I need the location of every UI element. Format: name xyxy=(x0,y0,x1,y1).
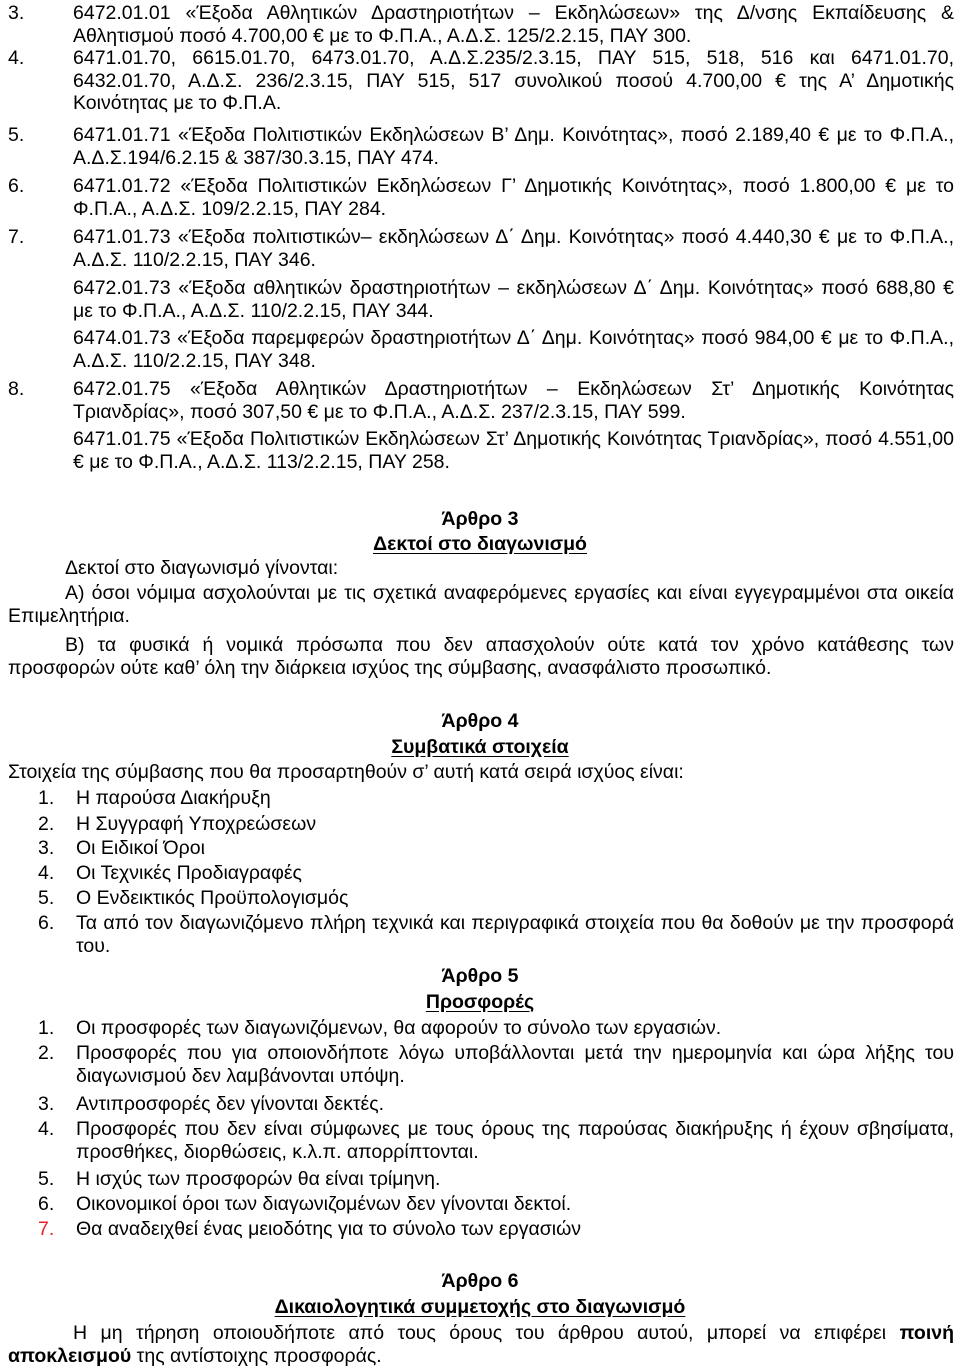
article-6-text-after: της αντίστοιχης προσφοράς. xyxy=(136,1344,382,1367)
article-6-heading: Άρθρο 6 xyxy=(441,1270,519,1292)
list-item-text: 6472.01.75 «Έξοδα Αθλητικών Δραστηριοτήτων – Εκδηλώσεων Στ’ Δημοτικής Κοινότητας Τριανδρίας», ποσό 307,50 € με το Φ.Π.Α., Α.Δ.Σ. 237/2.3.15, ΠΑΥ 599. xyxy=(73,378,954,423)
list-item-number: 2. xyxy=(38,1042,55,1064)
article-4-intro: Στοιχεία της σύμβασης που θα προσαρτηθούν σ’ αυτή κατά σειρά ισχύος είναι: xyxy=(8,761,684,783)
list-item xyxy=(8,378,954,423)
article-3-subheading xyxy=(0,533,960,556)
article-5-subheading-text: Προσφορές xyxy=(425,991,535,1013)
list-item-text: 6474.01.73 «Έξοδα παρεμφερών δραστηριοτήτων Δ΄ Δημ. Κοινότητας» ποσό 984,00 € με το Φ.Π.Α., Α.Δ.Σ. 110/2.2.15, ΠΑΥ 348. xyxy=(73,327,954,372)
list-item-number: 5. xyxy=(8,124,25,146)
list-item-number: 5. xyxy=(38,1168,55,1190)
list-item-number: 3. xyxy=(8,2,25,24)
list-item-text: Αντιπροσφορές δεν γίνονται δεκτές. xyxy=(76,1093,385,1115)
article-4-heading: Άρθρο 4 xyxy=(441,710,519,732)
list-item xyxy=(8,47,954,115)
article-6-subheading xyxy=(0,1296,960,1319)
list-item xyxy=(38,1168,954,1191)
list-item-text: Οι προσφορές των διαγωνιζόμενων, θα αφορούν το σύνολο των εργασιών. xyxy=(76,1017,722,1039)
list-item xyxy=(38,1042,954,1087)
list-item xyxy=(8,175,954,220)
list-item xyxy=(38,862,954,885)
list-item-text: Η Συγγραφή Υποχρεώσεων xyxy=(76,813,317,835)
list-item xyxy=(38,887,954,910)
list-item-number: 4. xyxy=(8,47,25,69)
article-6-bold-penalty: ποινή xyxy=(899,1322,954,1344)
article-6-paragraph xyxy=(8,1322,954,1367)
list-item xyxy=(38,912,954,957)
list-item-text: Οι Τεχνικές Προδιαγραφές xyxy=(76,862,302,884)
list-item-number: 6. xyxy=(38,1193,55,1215)
list-item xyxy=(8,2,954,47)
article-4-subheading-text: Συμβατικά στοιχεία xyxy=(391,736,569,758)
list-item-number: 4. xyxy=(38,1118,55,1140)
list-item-number: 3. xyxy=(38,837,55,859)
article-3-paragraph-b: Β) τα φυσικά ή νομικά πρόσωπα που δεν απασχολούν ούτε κατά τον χρόνο κατάθεσης των προσφορών ούτε καθ’ όλη την διάρκεια ισχύος της σύμβασης, ανασφάλιστο προσωπικό. xyxy=(8,634,954,679)
list-item xyxy=(8,124,954,169)
list-item-text: Ο Ενδεικτικός Προϋπολογισμός xyxy=(76,887,349,909)
list-item-text: Προσφορές που δεν είναι σύμφωνες με τους όρους της παρούσας διακήρυξης ή έχουν σβησίματα, προσθήκες, διορθώσεις, κ.λ.π. απορρίπτονται. xyxy=(76,1118,954,1163)
list-item xyxy=(8,428,954,473)
article-5-heading: Άρθρο 5 xyxy=(441,965,519,987)
list-item xyxy=(8,327,954,372)
list-item-text: 6472.01.73 «Έξοδα αθλητικών δραστηριοτήτων – εκδηλώσεων Δ΄ Δημ. Κοινότητας» ποσό 688,80 € με το Φ.Π.Α., Α.Δ.Σ. 110/2.2.15, ΠΑΥ 344. xyxy=(73,277,954,322)
list-item-number: 6. xyxy=(38,912,55,934)
list-item-text: 6471.01.71 «Έξοδα Πολιτιστικών Εκδηλώσεων Β’ Δημ. Κοινότητας», ποσό 2.189,40 € με το Φ.Π.Α., Α.Δ.Σ.194/6.2.15 & 387/30.3.15, ΠΑΥ 474. xyxy=(73,124,954,169)
list-item-text: 6472.01.01 «Έξοδα Αθλητικών Δραστηριοτήτων – Εκδηλώσεων» της Δ/νσης Εκπαίδευσης & Αθλητισμού ποσό 4.700,00 € με το Φ.Π.Α., Α.Δ.Σ. 125/2.2.15, ΠΑΥ 300. xyxy=(73,2,954,47)
list-item xyxy=(38,787,954,810)
list-item-text: Οι Ειδικοί Όροι xyxy=(76,837,205,859)
list-item-text: Τα από τον διαγωνιζόμενο πλήρη τεχνικά και περιγραφικά στοιχεία που θα δοθούν με την προσφορά του. xyxy=(76,912,954,957)
list-item-text: Η ισχύς των προσφορών θα είναι τρίμηνη. xyxy=(76,1168,441,1190)
article-3-heading: Άρθρο 3 xyxy=(441,508,519,530)
list-item-text: 6471.01.73 «Έξοδα πολιτιστικών– εκδηλώσεων Δ΄ Δημ. Κοινότητας» ποσό 4.440,30 € με το Φ.Π.Α., Α.Δ.Σ. 110/2.2.15, ΠΑΥ 346. xyxy=(73,226,954,271)
list-item-number: 1. xyxy=(38,1017,55,1039)
list-item-text: Η παρούσα Διακήρυξη xyxy=(76,787,271,809)
list-item-number: 3. xyxy=(38,1093,55,1115)
list-item-text: 6471.01.70, 6615.01.70, 6473.01.70, Α.Δ.Σ.235/2.3.15, ΠΑΥ 515, 518, 516 και 6471.01.70, 6432.01.70, Α.Δ.Σ. 236/2.3.15, ΠΑΥ 515, 517 συνολικού ποσού 4.700,00 € της Α’ Δημοτικής Κοινότητας με το Φ.Π.Α. xyxy=(73,47,954,114)
list-item-text: Θα αναδειχθεί ένας μειοδότης για το σύνολο των εργασιών xyxy=(76,1218,582,1240)
article-6-bold-exclusion: αποκλεισμού xyxy=(8,1344,132,1367)
article-6-subheading-text: Δικαιολογητικά συμμετοχής στο διαγωνισμό xyxy=(274,1296,686,1318)
list-item xyxy=(38,1118,954,1163)
list-item xyxy=(38,813,954,836)
list-item-number: 4. xyxy=(38,862,55,884)
article-3-subheading-text: Δεκτοί στο διαγωνισμό xyxy=(373,533,587,555)
list-item-text: 6471.01.72 «Έξοδα Πολιτιστικών Εκδηλώσεων Γ’ Δημοτικής Κοινότητας», ποσό 1.800,00 € με το Φ.Π.Α., Α.Δ.Σ. 109/2.2.15, ΠΑΥ 284. xyxy=(73,175,954,220)
list-item-number: 6. xyxy=(8,175,25,197)
list-item xyxy=(8,226,954,271)
list-item-text: 6471.01.75 «Έξοδα Πολιτιστικών Εκδηλώσεων Στ’ Δημοτικής Κοινότητας Τριανδρίας», ποσό 4.551,00 € με το Φ.Π.Α., Α.Δ.Σ. 113/2.2.15, ΠΑΥ 258. xyxy=(73,428,954,473)
list-item xyxy=(38,1218,954,1241)
list-item-number: 2. xyxy=(38,813,55,835)
article-3-intro: Δεκτοί στο διαγωνισμό γίνονται: xyxy=(65,557,339,579)
list-item-number: 1. xyxy=(38,787,55,809)
list-item xyxy=(38,837,954,860)
article-4-subheading xyxy=(0,736,960,759)
list-item xyxy=(38,1093,954,1116)
list-item-number: 7. xyxy=(8,226,25,248)
list-item xyxy=(8,277,954,322)
list-item xyxy=(38,1193,954,1216)
list-item-number: 8. xyxy=(8,378,25,400)
article-3-paragraph-a: Α) όσοι νόμιμα ασχολούνται με τις σχετικά αναφερόμενες εργασίες και είναι εγγεγραμμένοι στα οικεία Επιμελητήρια. xyxy=(8,582,954,627)
list-item-number: 5. xyxy=(38,887,55,909)
article-5-subheading xyxy=(0,991,960,1014)
list-item-number-highlighted: 7. xyxy=(38,1218,55,1240)
list-item-text: Προσφορές που για οποιονδήποτε λόγω υποβάλλονται μετά την ημερομηνία και ώρα λήξης του διαγωνισμού δεν λαμβάνονται υπόψη. xyxy=(76,1042,954,1087)
list-item xyxy=(38,1017,954,1040)
list-item-text: Οικονομικοί όροι των διαγωνιζομένων δεν γίνονται δεκτοί. xyxy=(76,1193,572,1215)
article-6-text-before: Η μη τήρηση οποιουδήποτε από τους όρους του άρθρου αυτού, μπορεί να επιφέρει xyxy=(73,1322,887,1344)
